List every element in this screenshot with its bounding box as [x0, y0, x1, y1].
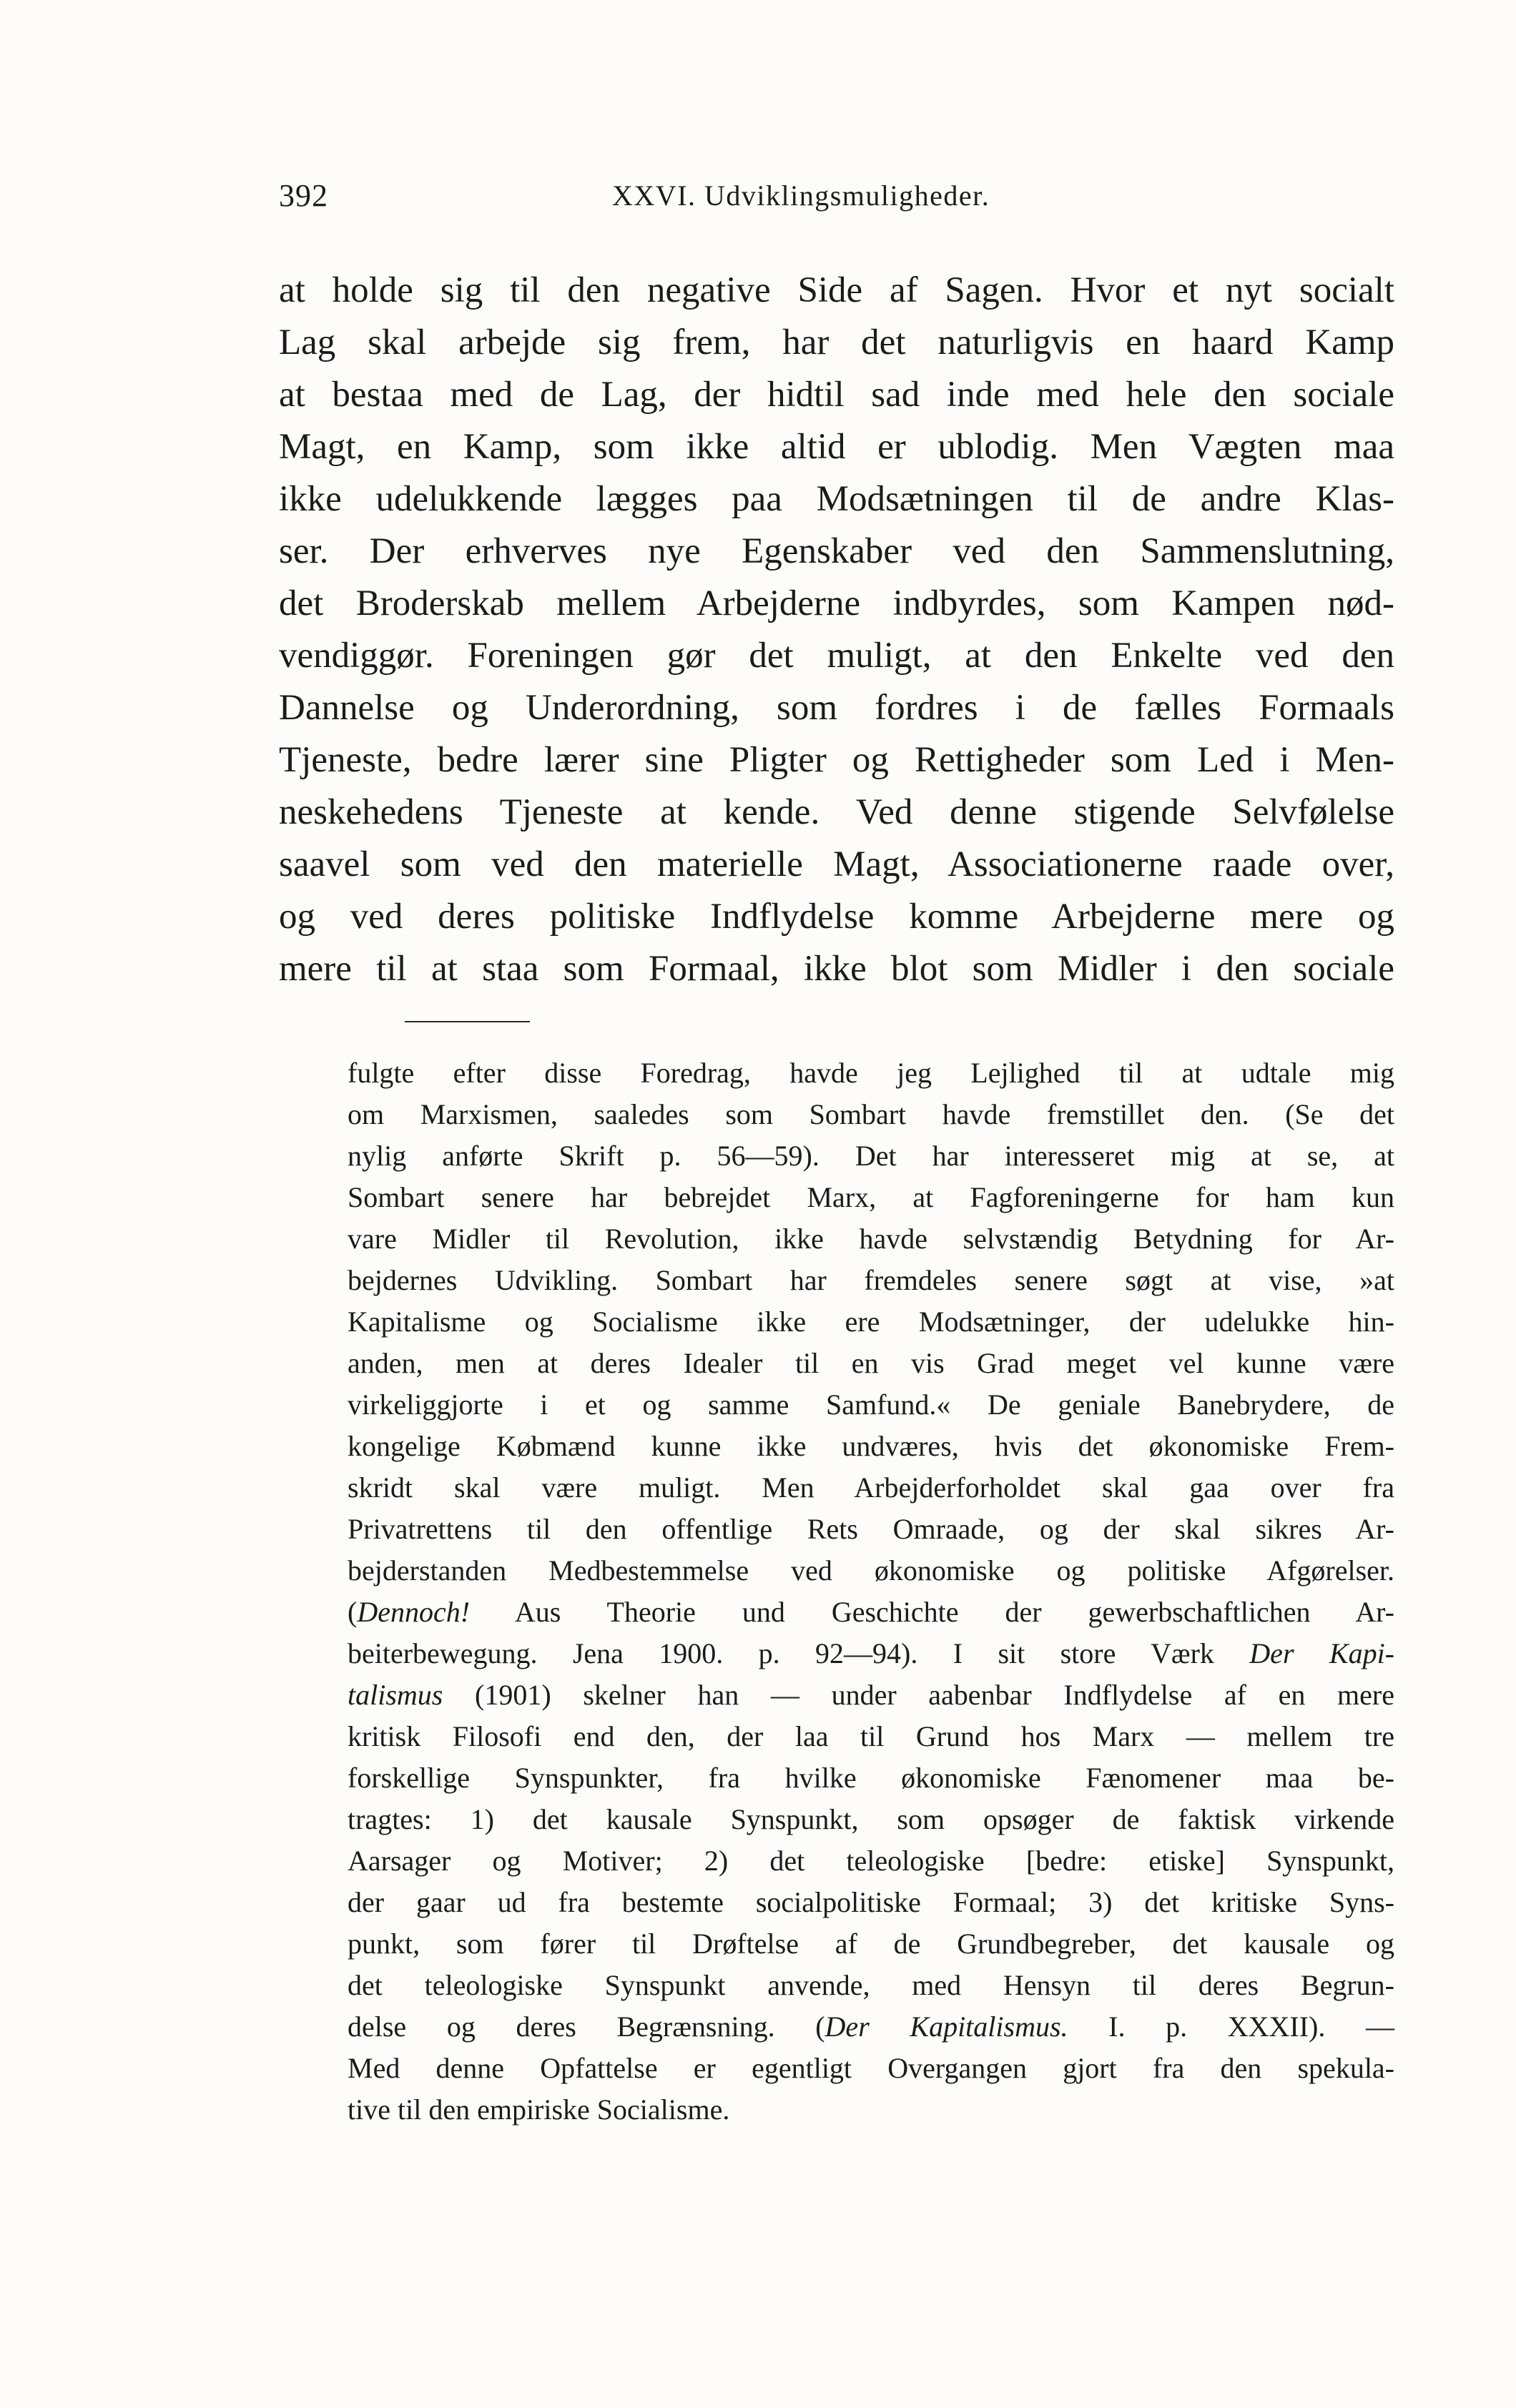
footnote-text: beiterbewegung. Jena 1900. p. 92—94). I sit store Værk [348, 1637, 1250, 1669]
footnote-line: Med denne Opfattelse er egentligt Overgangen gjort fra den spekula- [348, 2052, 1394, 2084]
footnote-line: punkt, som fører til Drøftelse af de Grundbegreber, det kausale og [348, 1928, 1394, 1960]
text-line: vendiggør. Foreningen gør det muligt, at den Enkelte ved den [279, 636, 1394, 676]
footnote-line [348, 1592, 1394, 1633]
footnote-line: Sombart senere har bebrejdet Marx, at Fagforeningerne for ham kun [348, 1181, 1394, 1213]
footnote-line: skridt skal være muligt. Men Arbejderforholdet skal gaa over fra [348, 1471, 1394, 1504]
footnote-italic-title: Der Kapitalismus. [825, 2010, 1068, 2043]
running-head [279, 177, 1394, 220]
text-line: at holde sig til den negative Side af Sagen. Hvor et nyt socialt [279, 270, 1394, 310]
footnote-line: kongelige Købmænd kunne ikke undværes, hvis det økonomiske Frem- [348, 1430, 1394, 1462]
footnote-line: bejderstanden Medbestemmelse ved økonomiske og politiske Afgørelser. [348, 1554, 1394, 1587]
footnote-line: nylig anførte Skrift p. 56—59). Det har interesseret mig at se, at [348, 1140, 1394, 1172]
footnote-text: ( [348, 1596, 358, 1628]
footnote-line: Aarsager og Motiver; 2) det teleologiske [bedre: etiske] Synspunkt, [348, 1845, 1394, 1877]
footnote-line: det teleologiske Synspunkt anvende, med Hensyn til deres Begrun- [348, 1969, 1394, 2001]
footnote-line [348, 1633, 1394, 1674]
text-line: ser. Der erhverves nye Egenskaber ved den Sammenslutning, [279, 531, 1394, 571]
footnote-italic-title: Dennoch! [357, 1596, 471, 1628]
running-title: XXVI. Udviklingsmuligheder. [612, 179, 990, 212]
footnote-line: virkeliggjorte i et og samme Samfund.« De geniale Banebrydere, de [348, 1388, 1394, 1421]
footnote-line: vare Midler til Revolution, ikke havde selvstændig Betydning for Ar- [348, 1223, 1394, 1255]
footnote-line: der gaar ud fra bestemte socialpolitiske Formaal; 3) det kritiske Syns- [348, 1886, 1394, 1918]
footnote-line: tragtes: 1) det kausale Synspunkt, som opsøger de faktisk virkende [348, 1803, 1394, 1835]
footnote-line: bejdernes Udvikling. Sombart har fremdeles senere søgt at vise, »at [348, 1264, 1394, 1296]
text-line: Dannelse og Underordning, som fordres i de fælles Formaals [279, 688, 1394, 728]
footnote-line: kritisk Filosofi end den, der laa til Grund hos Marx — mellem tre [348, 1720, 1394, 1752]
page-number: 392 [279, 178, 328, 213]
footnote-line: Kapitalisme og Socialisme ikke ere Modsætninger, der udelukke hin- [348, 1306, 1394, 1338]
footnote-line: anden, men at deres Idealer til en vis Grad meget vel kunne være [348, 1347, 1394, 1379]
footnote-text: Aus Theorie und Geschichte der gewerbschaftlichen Ar- [470, 1596, 1394, 1628]
text-line: at bestaa med de Lag, der hidtil sad inde med hele den sociale [279, 375, 1394, 415]
footnote [348, 1052, 1394, 2131]
footnote-italic-title: Der Kapi- [1249, 1637, 1394, 1669]
footnote-text: delse og deres Begrænsning. ( [348, 2010, 825, 2043]
main-text [279, 265, 1394, 995]
footnote-line: forskellige Synspunkter, fra hvilke økonomiske Fænomener maa be- [348, 1762, 1394, 1794]
footnote-line: tive til den empiriske Socialisme. [348, 2093, 730, 2126]
text-line: mere til at staa som Formaal, ikke blot som Midler i den sociale [279, 949, 1394, 989]
footnote-text: I. p. XXXII). — [1068, 2010, 1395, 2043]
text-line: og ved deres politiske Indflydelse komme Arbejderne mere og [279, 897, 1394, 937]
footnote-italic-title: talismus [348, 1679, 443, 1711]
footnote-line [348, 1674, 1394, 1716]
footnote-line [348, 2006, 1394, 2048]
footnote-line: fulgte efter disse Foredrag, havde jeg Lejlighed til at udtale mig [348, 1057, 1394, 1089]
footnote-line: om Marxismen, saaledes som Sombart havde fremstillet den. (Se det [348, 1098, 1394, 1130]
text-line: ikke udelukkende lægges paa Modsætningen til de andre Klas- [279, 479, 1394, 519]
footnote-text: (1901) skelner han — under aabenbar Indflydelse af en mere [443, 1679, 1394, 1711]
footnote-rule [405, 1021, 530, 1022]
text-line: neskehedens Tjeneste at kende. Ved denne stigende Selvfølelse [279, 792, 1394, 832]
footnote-line: Privatrettens til den offentlige Rets Omraade, og der skal sikres Ar- [348, 1513, 1394, 1545]
text-line: saavel som ved den materielle Magt, Associationerne raade over, [279, 844, 1394, 884]
text-line: Magt, en Kamp, som ikke altid er ublodig. Men Vægten maa [279, 427, 1394, 467]
text-line: Lag skal arbejde sig frem, har det naturligvis en haard Kamp [279, 322, 1394, 362]
text-line: det Broderskab mellem Arbejderne indbyrdes, som Kampen nød- [279, 583, 1394, 623]
text-line: Tjeneste, bedre lærer sine Pligter og Rettigheder som Led i Men- [279, 740, 1394, 780]
